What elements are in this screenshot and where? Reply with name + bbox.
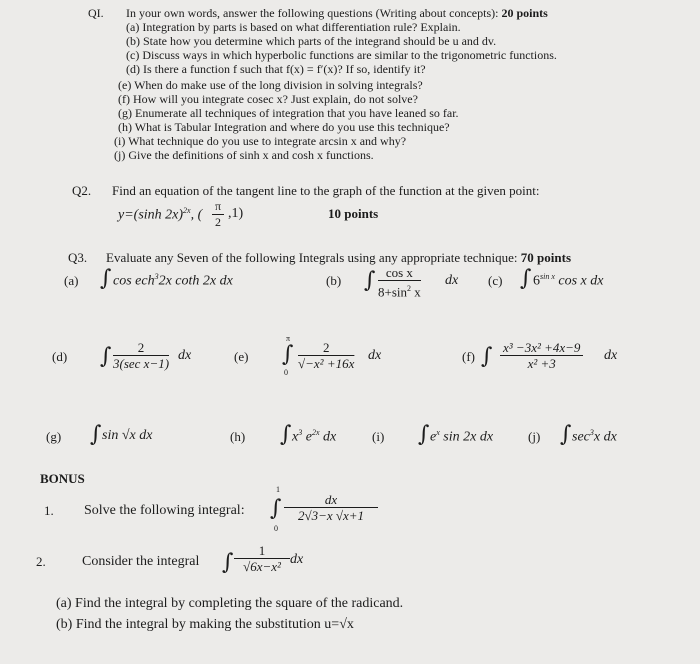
- bonus2-part-a: (a) Find the integral by completing the square of the radicand.: [56, 596, 404, 611]
- q3f-fraction: [500, 340, 583, 371]
- q2-text: Find an equation of the tangent line to the graph of the function at the given point:: [112, 183, 540, 198]
- q3e-den-text: −x² +16x: [305, 356, 355, 371]
- bonus2-dx: dx: [290, 552, 304, 567]
- q3j-rest: x dx: [593, 429, 617, 445]
- bonus2-part-b: (b) Find the integral by making the substitution u=√x: [56, 617, 354, 632]
- q3d-dx: dx: [178, 348, 192, 363]
- q2-point-open: , (: [190, 207, 203, 223]
- q3d-integral-sign: ∫: [100, 344, 112, 369]
- q3h-exp1: 3: [298, 428, 303, 437]
- q3a-exp: 3: [154, 272, 159, 281]
- bonus2-fraction: [234, 543, 290, 574]
- q3c-rest: cos x dx: [554, 273, 604, 289]
- q3h-exp2: 2x: [311, 428, 320, 437]
- bonus1-num: dx: [284, 492, 378, 508]
- q3b-integral-sign: ∫: [364, 268, 376, 293]
- bonus1-fraction: [284, 492, 378, 523]
- q3i-expr: e: [430, 429, 437, 445]
- q1-intro: [126, 6, 548, 20]
- bonus1-number: 1.: [44, 503, 54, 518]
- q3j-expression: [572, 428, 617, 446]
- q1-number: QI.: [88, 6, 104, 20]
- q2-function: [118, 206, 202, 224]
- q3i-expression: [430, 428, 493, 446]
- q3-instruction: [106, 250, 571, 266]
- q3a-label: (a): [64, 273, 79, 288]
- q3d-den: 3(sec x−1): [113, 356, 170, 371]
- q3i-integral-sign: ∫: [418, 422, 430, 447]
- q3e-num: 2: [298, 340, 354, 356]
- bonus1-integral-sign: ∫: [270, 496, 282, 521]
- q3i-label: (i): [372, 429, 385, 444]
- q3h-expression: [292, 428, 336, 446]
- q3d-label: (d): [52, 349, 68, 364]
- q3j-integral-sign: ∫: [560, 422, 572, 447]
- q3d-fraction: [113, 340, 169, 371]
- q3f-den: x² +3: [527, 356, 556, 371]
- q3c-exp: sin x: [540, 272, 555, 281]
- q3c-integral-sign: ∫: [520, 266, 532, 291]
- q3e-dx: dx: [368, 348, 382, 363]
- q2-func-exp: 2x: [183, 206, 191, 215]
- bonus2-den: √6x−x²: [243, 559, 281, 574]
- q3g-label: (g): [46, 429, 62, 444]
- q3c-expression: [533, 272, 603, 290]
- q3h-expr: x: [292, 429, 299, 445]
- q1-item-i: (i) What technique do you use to integrate arcsin x and why?: [114, 134, 407, 148]
- q3e-den: √−x² +16x: [298, 356, 355, 371]
- q2-func: y=(sinh 2x): [118, 207, 184, 223]
- q3a-rest: 2x coth 2x dx: [158, 273, 233, 289]
- q1-item-h: (h) What is Tabular Integration and where do you use this technique?: [118, 120, 450, 134]
- q3h-rest: dx: [319, 429, 337, 445]
- q3-points: 70 points: [520, 250, 572, 265]
- q1-item-a: (a) Integration by parts is based on what differentiation rule? Explain.: [126, 20, 461, 34]
- q3j-exp: 3: [589, 428, 594, 437]
- q3h-label: (h): [230, 429, 246, 444]
- q3e-lower-limit: 0: [284, 368, 288, 377]
- q3-text: Evaluate any Seven of the following Integrals using any appropriate technique:: [106, 250, 518, 265]
- q3b-num: cos x: [378, 265, 421, 281]
- q3a-expression: [113, 272, 233, 290]
- q1-item-e: (e) When do make use of the long division in solving integrals?: [118, 78, 423, 92]
- q3b-label: (b): [326, 273, 342, 288]
- q3f-label: (f): [462, 349, 475, 364]
- q3e-fraction: [298, 340, 354, 371]
- q2-point-close: ,1): [228, 206, 244, 221]
- q3e-label: (e): [234, 349, 249, 364]
- q3f-integral-sign: ∫: [481, 344, 493, 369]
- bonus2-num: 1: [234, 543, 290, 559]
- q3a-expr: cos ech: [113, 273, 155, 289]
- q2-point-num: π: [212, 199, 224, 215]
- q3b-dx: dx: [445, 273, 459, 288]
- bonus1-text: Solve the following integral:: [84, 503, 245, 518]
- q2-points: 10 points: [328, 206, 379, 221]
- q3e-upper-limit: π: [286, 334, 291, 343]
- q3a-integral-sign: ∫: [100, 266, 112, 291]
- q1-item-g: (g) Enumerate all techniques of integration that you have leaned so far.: [118, 106, 459, 120]
- q2-point-den: 2: [215, 215, 222, 229]
- bonus1-upper-limit: 1: [276, 485, 280, 494]
- q3f-dx: dx: [604, 348, 618, 363]
- q3b-den-text: 8+sin: [378, 284, 408, 300]
- q3c-base: 6: [533, 273, 540, 289]
- q1-item-j: (j) Give the definitions of sinh x and cosh x functions.: [114, 148, 374, 162]
- bonus2-number: 2.: [36, 554, 46, 569]
- q1-item-f: (f) How will you integrate cosec x? Just explain, do not solve?: [118, 92, 418, 106]
- q3g-integral-sign: ∫: [90, 422, 102, 447]
- q3d-num: 2: [113, 340, 169, 356]
- q3c-label: (c): [488, 273, 503, 288]
- bonus2-integral-sign: ∫: [222, 550, 234, 575]
- q2-number: Q2.: [72, 183, 92, 198]
- q1-item-d: (d) Is there a function f such that f(x) = f′(x)? If so, identify it?: [126, 62, 426, 76]
- q3b-fraction: [378, 265, 421, 299]
- bonus2-text: Consider the integral: [82, 554, 200, 569]
- q3h-mid: e: [302, 429, 312, 445]
- q1-item-c: (c) Discuss ways in which hyperbolic functions are similar to the trigonometric functions.: [126, 48, 557, 62]
- q3b-den-rest: x: [411, 284, 421, 300]
- q3i-rest: sin 2x dx: [439, 429, 494, 445]
- bonus1-den: 2√3−x √x+1: [297, 508, 365, 523]
- q2-point-fraction: [212, 199, 224, 230]
- q3f-num: x³ −3x² +4x−9: [500, 340, 583, 356]
- q3b-den-exp: 2: [407, 284, 412, 293]
- q3e-integral-sign: ∫: [282, 342, 294, 367]
- bonus1-lower-limit: 0: [274, 524, 278, 533]
- q3i-exp: x: [436, 428, 440, 437]
- q3h-integral-sign: ∫: [280, 422, 292, 447]
- q3g-expression: sin √x dx: [102, 428, 153, 443]
- q3j-expr: sec: [572, 429, 590, 445]
- q1-intro-text: In your own words, answer the following questions (Writing about concepts):: [126, 6, 499, 20]
- q3b-den: [378, 281, 421, 299]
- q1-points: 20 points: [501, 6, 548, 20]
- q3-number: Q3.: [68, 250, 88, 265]
- bonus-title: BONUS: [40, 471, 85, 486]
- q1-item-b: (b) State how you determine which parts of the integrand should be u and dv.: [126, 34, 497, 48]
- q3j-label: (j): [528, 429, 541, 444]
